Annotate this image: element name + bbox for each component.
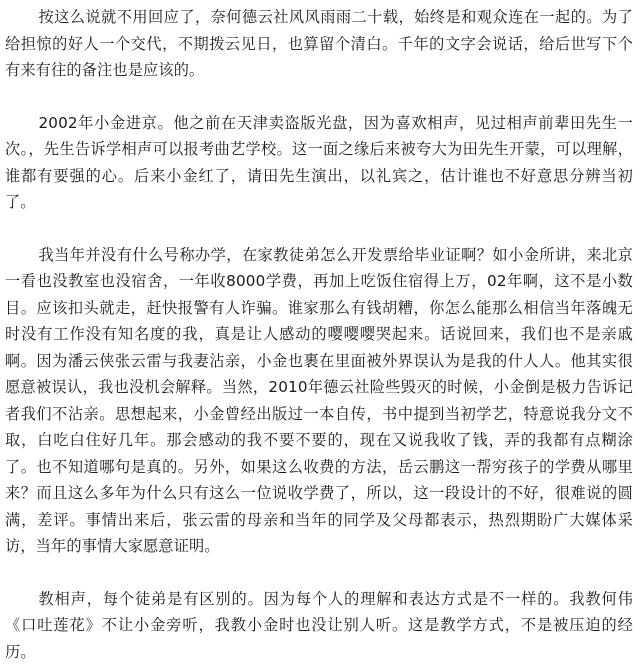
paragraph-2: 2002年小金进京。他之前在天津卖盗版光盘，因为喜欢相声，见过相声前辈田先生一次。，先生告诉学相声可以报考曲艺学校。这一面之缘后来被夸大为田先生开蒙，可以理解，谁都有要强的心。后来小金红了，请田先生演出，以礼宾之，估计谁也不好意思分辨当初了。 — [5, 110, 633, 216]
paragraph-3: 我当年并没有什么号称办学，在家教徒弟怎么开发票给毕业证啊？如小金所讲，来北京一看也没教室也没宿舍，一年收8000学费，再加上吃饭住宿得上万，02年啊，这不是小数目。应该扣头就走，赶快报警有人诈骗。谁家那么有钱胡糟，你怎么能那么相信当年落魄无时没有工作没有知名度的我，真是让人感动的嘤嘤嘤哭起来。话说回来，我们也不是亲戚啊。因为潘云侠张云雷与我妻沾亲，小金也裹在里面被外界误认为是我的什人人。他其实很愿意被误认，我也没机会解释。当然，2010年德云社险些毁灭的时候，小金倒是极力告诉记者我们不沾亲。思想起来，小金曾经出版过一本自传，书中提到当初学艺，特意说我分文不取，白吃白住好几年。那会感动的我不要不要的，现在又说我收了钱，弄的我都有点糊涂了。也不知道哪句是真的。另外，如果这么收费的方法，岳云鹏这一帮穷孩子的学费从哪里来？而且这么多年为什么只有这么一位说收学费了，所以，这一段设计的不好，很难说的圆满，差评。事情出来后，张云雷的母亲和当年的同学及父母都表示，热烈期盼广大媒体采访，当年的事情大家愿意证明。 — [5, 242, 633, 560]
paragraph-1: 按这么说就不用回应了，奈何德云社风风雨雨二十载，始终是和观众连在一起的。为了给担惊的好人一个交代，不期拨云见日，也算留个清白。千年的文字会说话，给后世写下个有来有往的备注也是应该的。 — [5, 4, 633, 84]
article-body — [5, 4, 633, 665]
paragraph-4: 教相声，每个徒弟是有区别的。因为每个人的理解和表达方式是不一样的。我教何伟《口吐莲花》不让小金旁听，我教小金时也没让别人听。这是教学方式，不是被压迫的经历。 — [5, 586, 633, 665]
